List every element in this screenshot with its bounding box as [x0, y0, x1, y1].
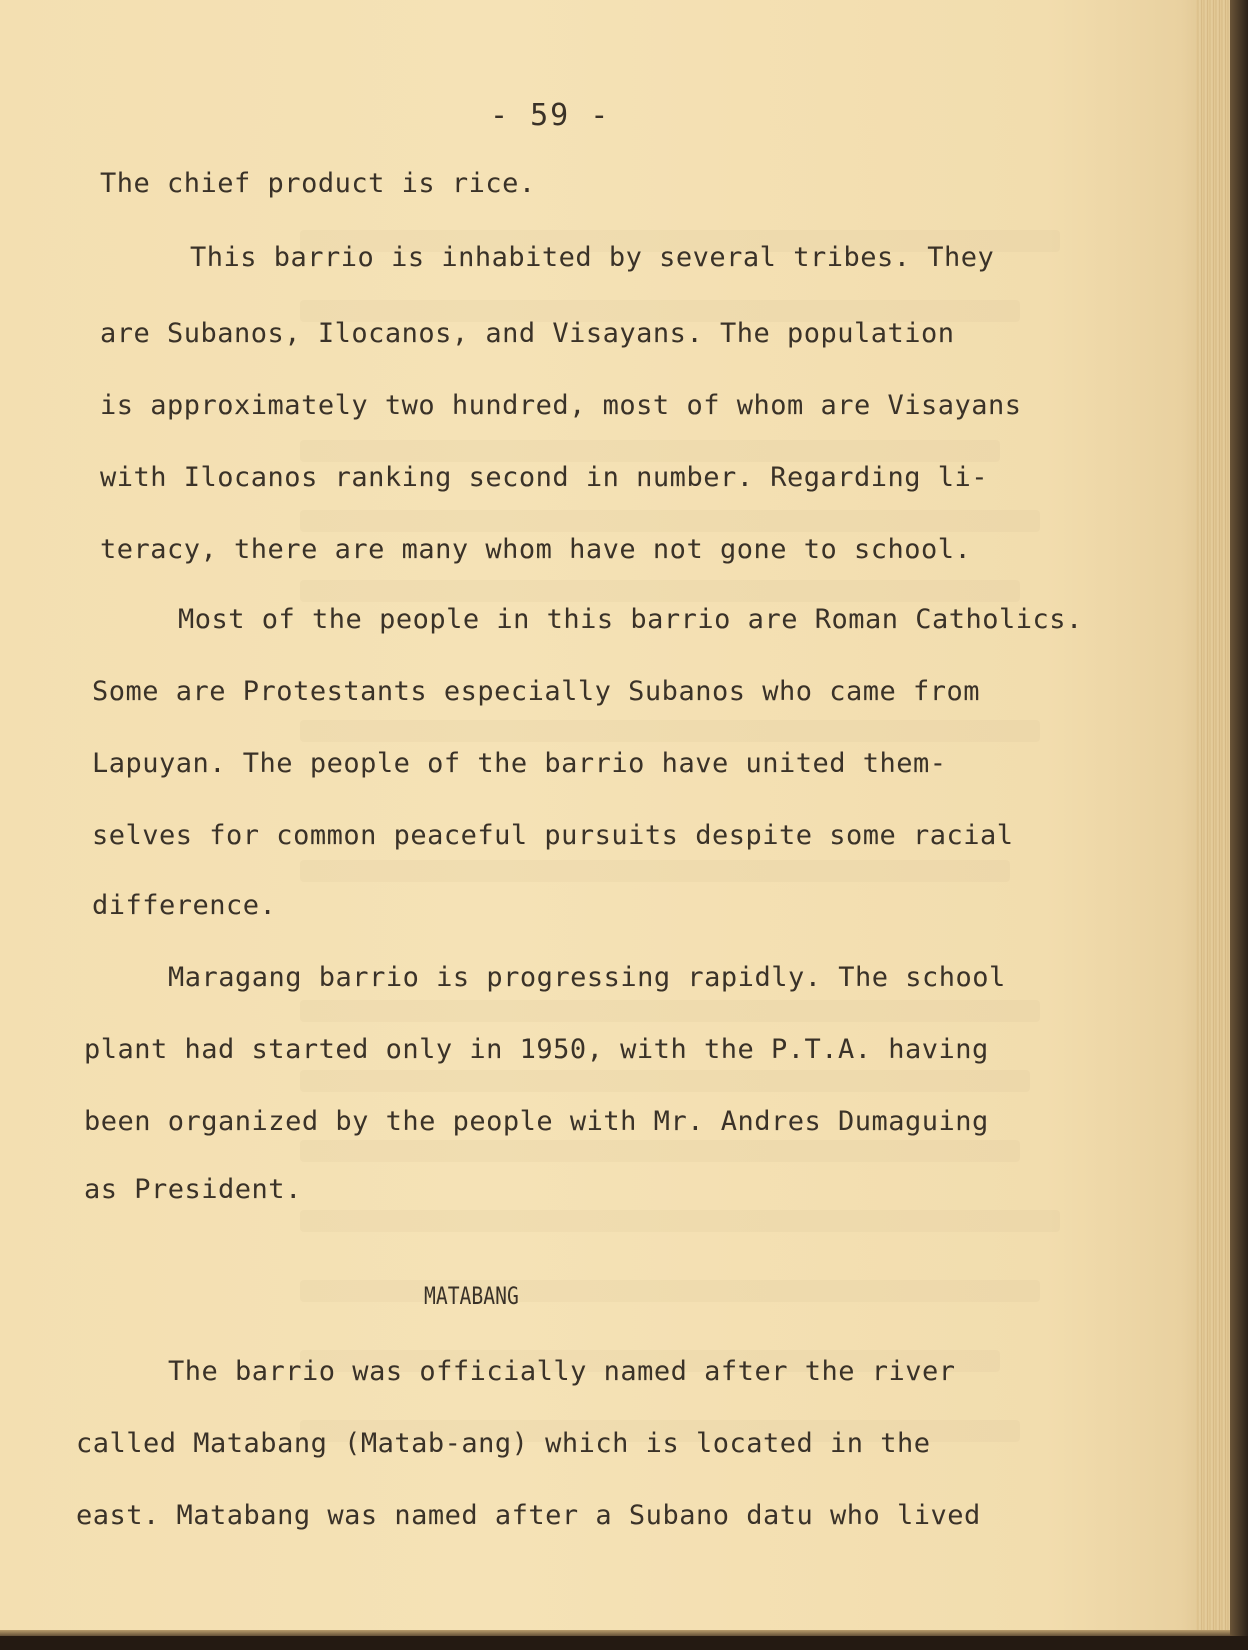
text-line: Lapuyan. The people of the barrio have united them-: [92, 748, 947, 779]
text-line: as President.: [84, 1174, 302, 1205]
text-line: is approximately two hundred, most of whom are Visayans: [100, 390, 1022, 421]
text-line: east. Matabang was named after a Subano datu who lived: [76, 1500, 981, 1531]
section-heading: MATABANG: [424, 1282, 519, 1310]
text-line: are Subanos, Ilocanos, and Visayans. The population: [100, 318, 955, 349]
text-line: difference.: [92, 890, 277, 921]
text-line: Maragang barrio is progressing rapidly. The school: [168, 962, 1006, 993]
text-line: selves for common peaceful pursuits despite some racial: [92, 820, 1014, 851]
scan-border: [0, 1636, 1248, 1650]
page-edge: [1196, 0, 1230, 1636]
text-line: plant had started only in 1950, with the P.T.A. having: [84, 1034, 989, 1065]
text-line: The barrio was officially named after the river: [168, 1356, 956, 1387]
page-number: - 59 -: [490, 98, 611, 133]
book-spine: [1230, 0, 1248, 1650]
text-line: This barrio is inhabited by several tribes. They: [190, 242, 995, 273]
text-line: been organized by the people with Mr. Andres Dumaguing: [84, 1106, 989, 1137]
text-line: with Ilocanos ranking second in number. Regarding li-: [100, 462, 989, 493]
text-line: The chief product is rice.: [100, 168, 536, 199]
text-line: Most of the people in this barrio are Roman Catholics.: [178, 604, 1083, 635]
text-line: called Matabang (Matab-ang) which is located in the: [76, 1428, 931, 1459]
text-line: teracy, there are many whom have not gone to school.: [100, 534, 972, 565]
text-line: Some are Protestants especially Subanos who came from: [92, 676, 981, 707]
